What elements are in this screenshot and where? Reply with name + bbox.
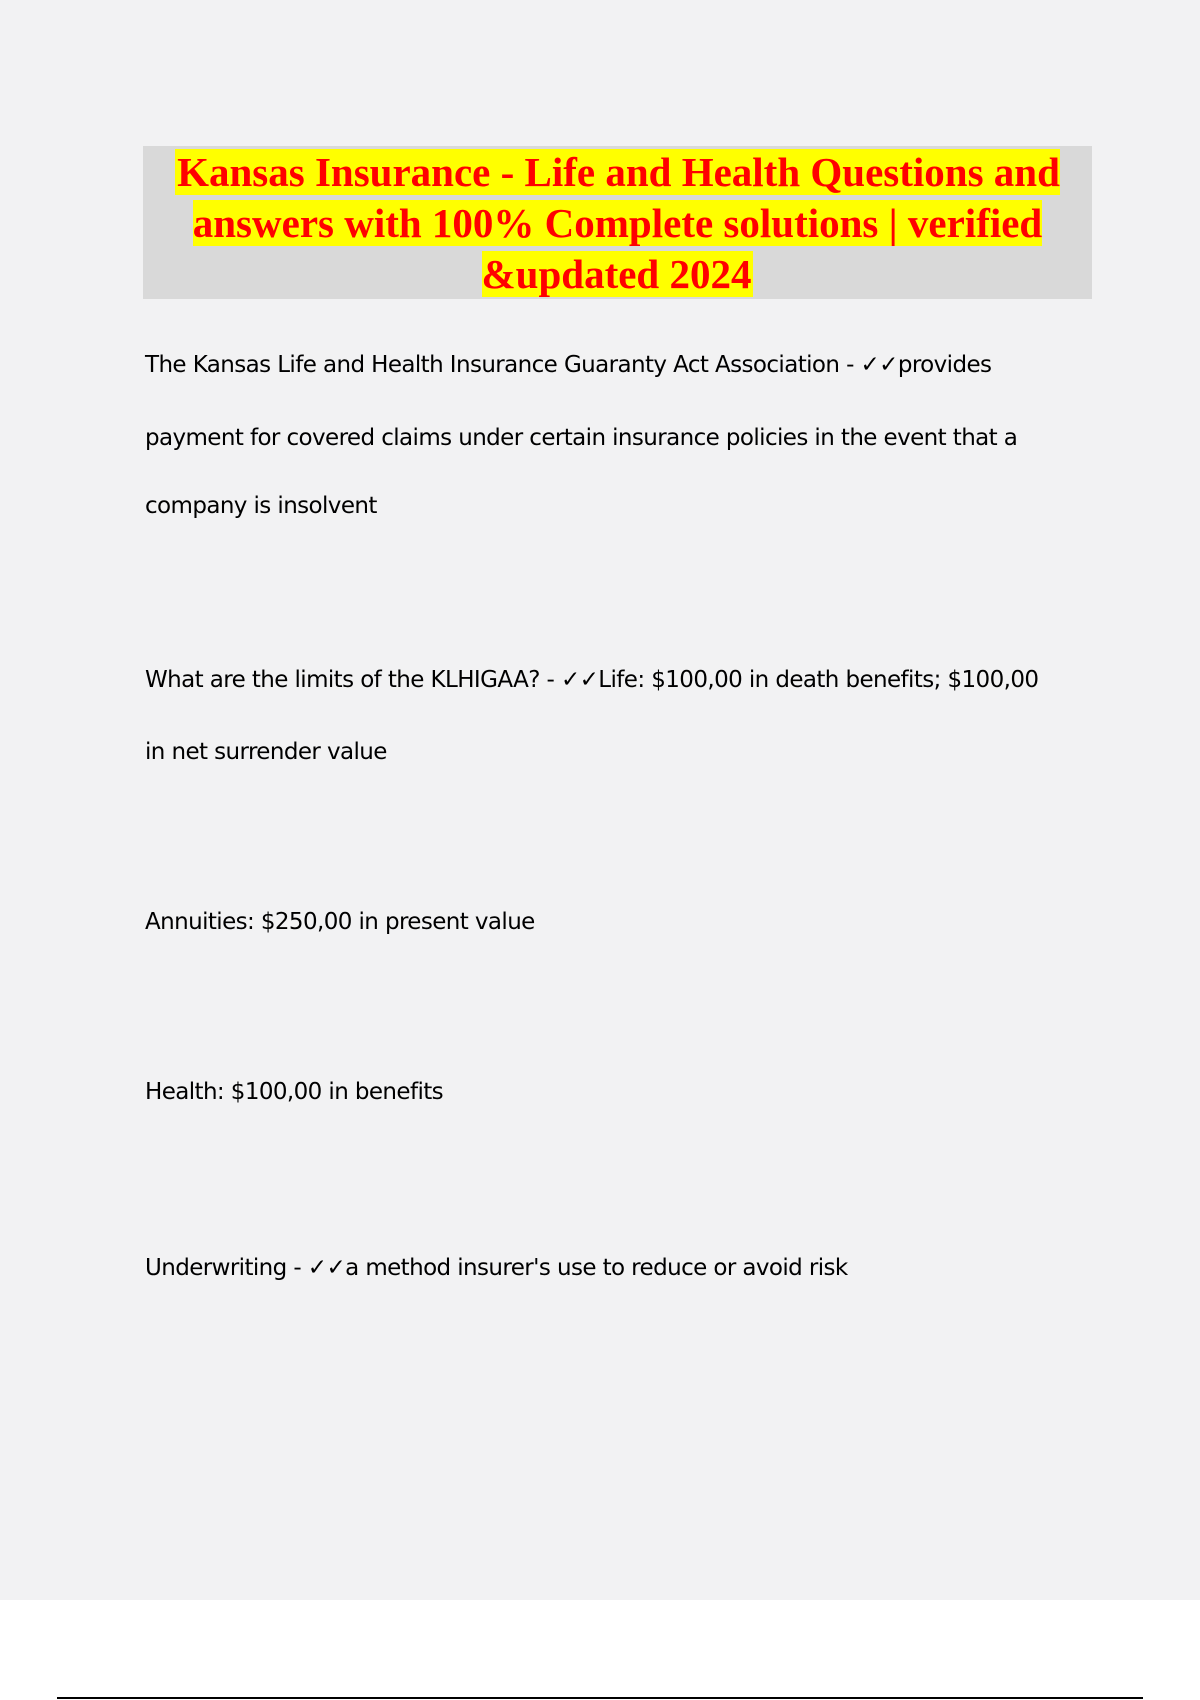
qa-line-3: company is insolvent — [145, 493, 377, 519]
qa-line-6: Annuities: $250,00 in present value — [145, 909, 535, 935]
qa-line-2: payment for covered claims under certain insurance policies in the event that a — [145, 425, 1018, 451]
qa-line-5: in net surrender value — [145, 739, 387, 765]
footer-rule — [57, 1697, 1143, 1699]
document-title-text: Kansas Insurance - Life and Health Questions and answers with 100% Complete solutions | verified &updated 2024 — [177, 149, 1060, 297]
document-title — [143, 146, 1092, 300]
qa-line-4: What are the limits of the KLHIGAA? - ✓✓Life: $100,00 in death benefits; $100,00 — [145, 667, 1039, 693]
qa-line-1: The Kansas Life and Health Insurance Guaranty Act Association - ✓✓provides — [145, 352, 992, 378]
qa-line-8: Underwriting - ✓✓a method insurer's use to reduce or avoid risk — [145, 1255, 848, 1281]
qa-line-7: Health: $100,00 in benefits — [145, 1079, 444, 1105]
